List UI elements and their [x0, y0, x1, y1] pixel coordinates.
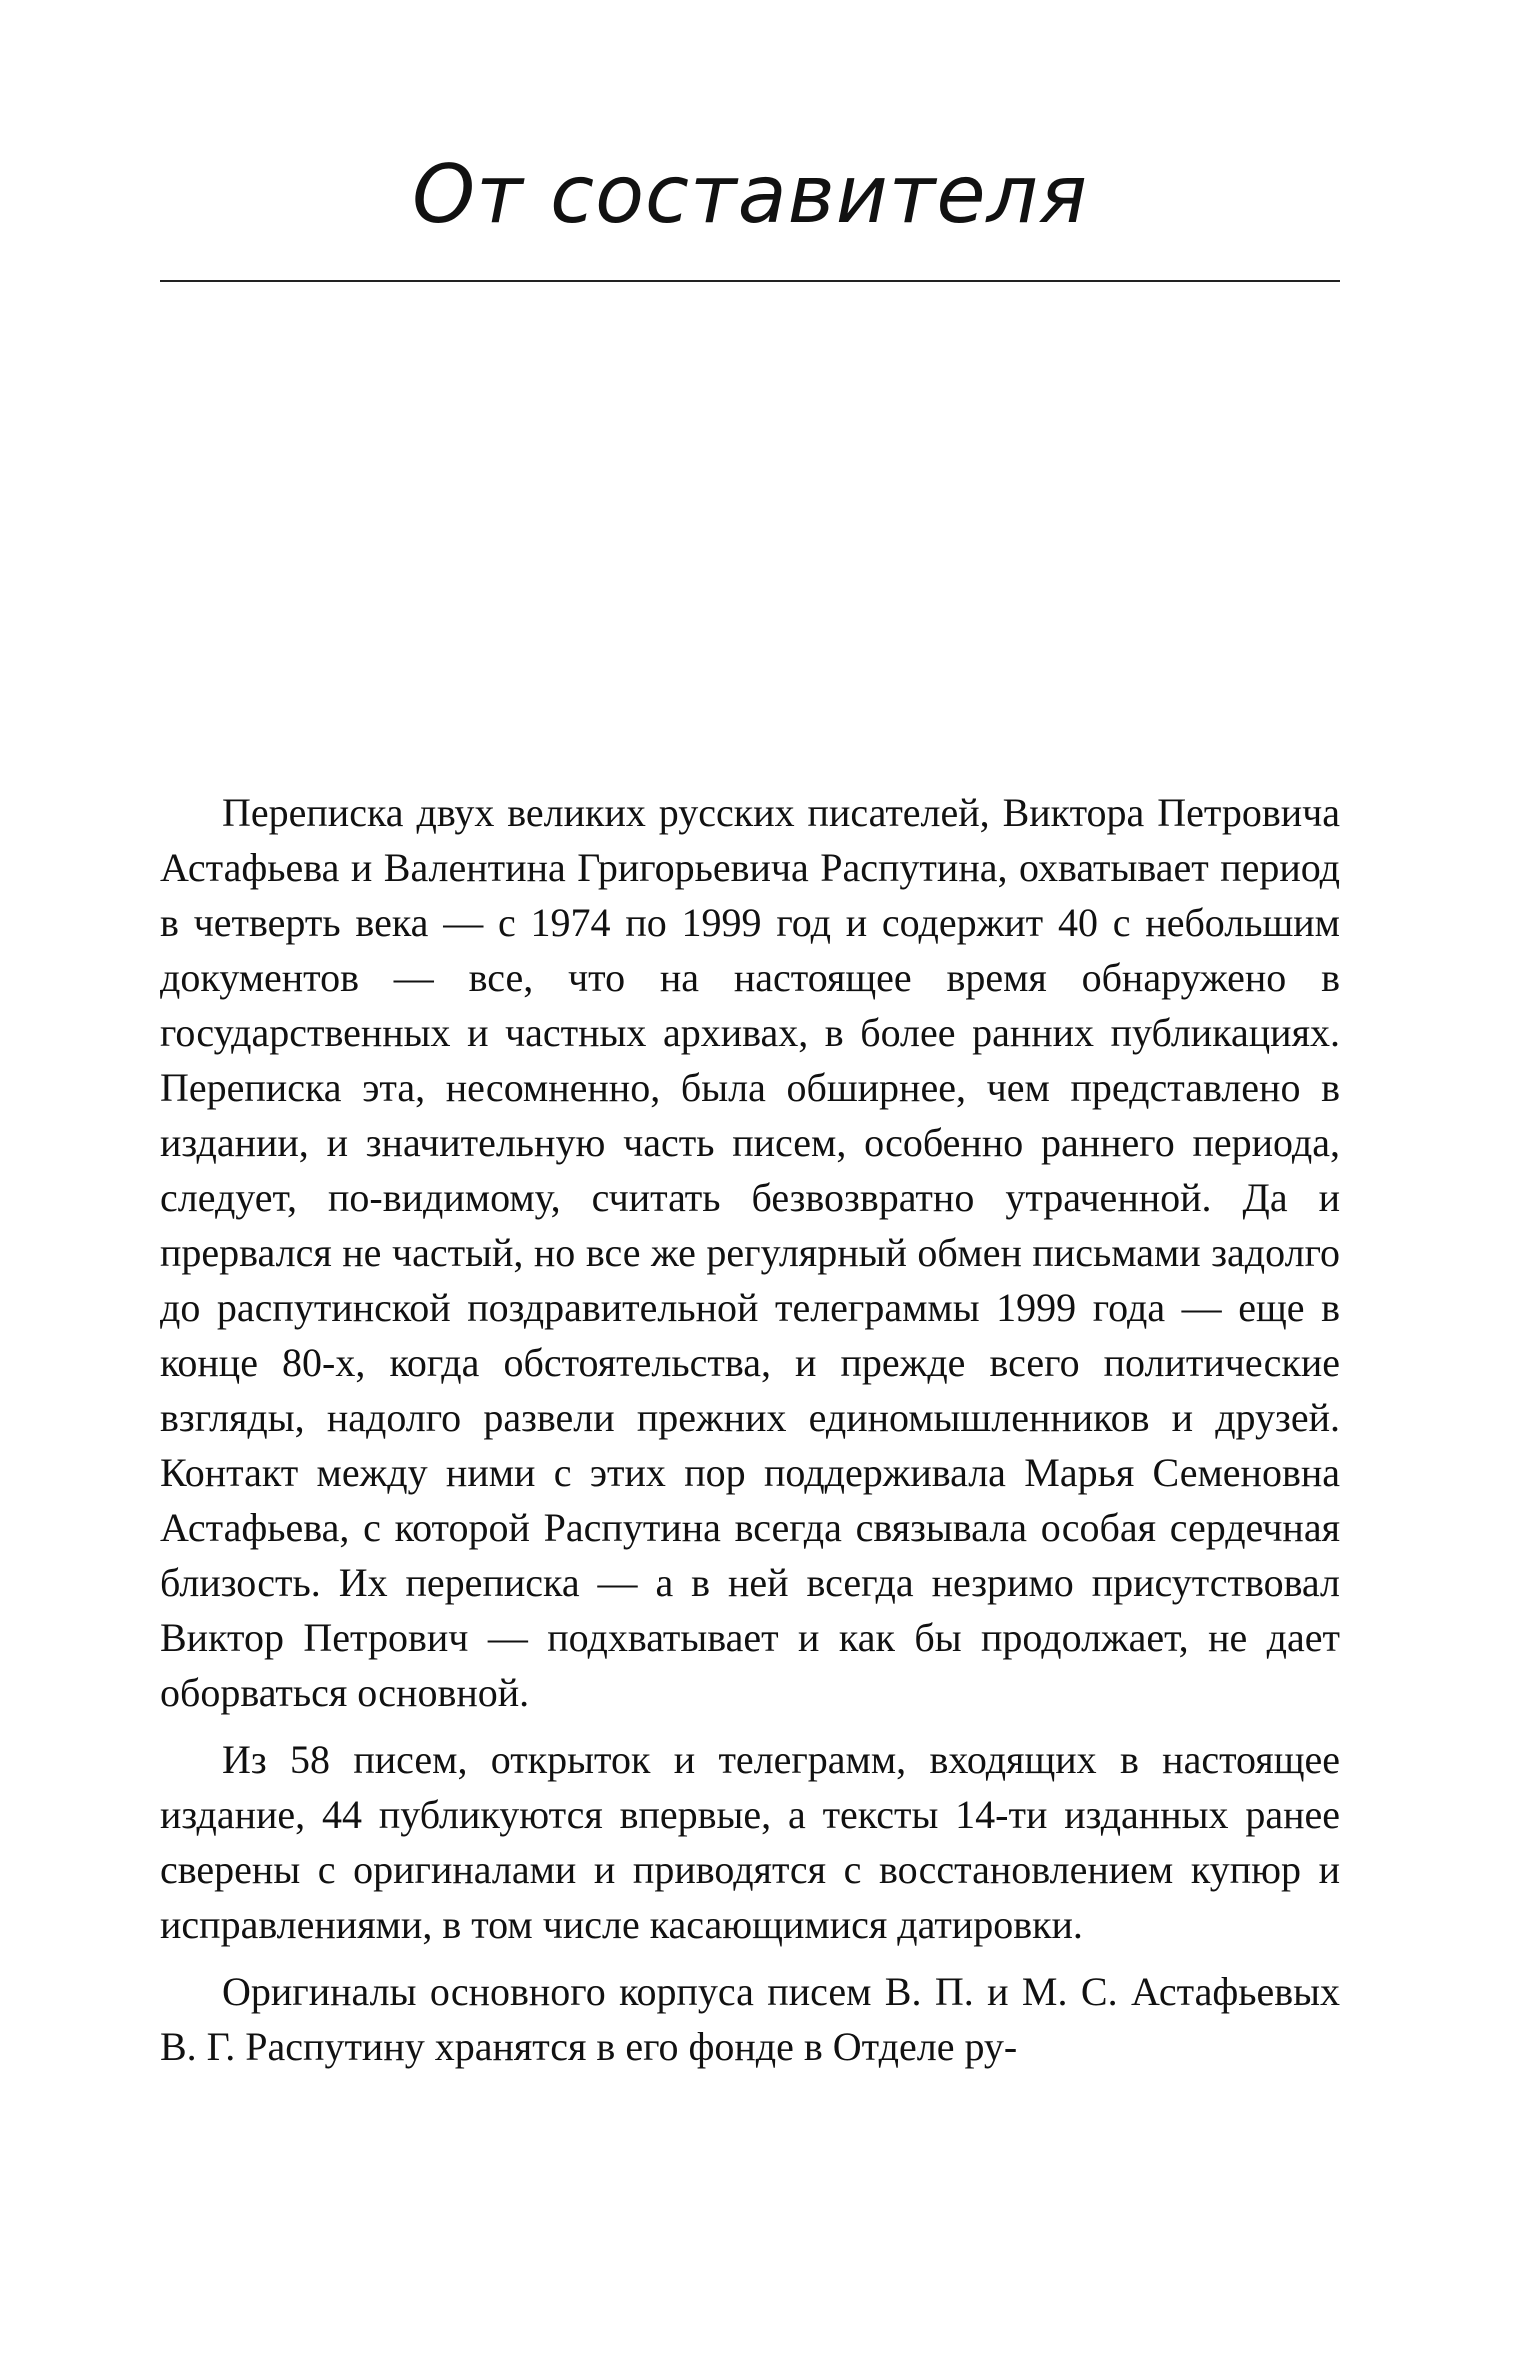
paragraph: Оригиналы основного корпуса писем В. П. и М. С. Астафьевых В. Г. Распутину хранятся в его фонде в Отделе ру-: [160, 1969, 1340, 2069]
body-text: [160, 785, 1340, 2086]
paragraph: Переписка двух великих русских писателей, Виктора Петровича Астафьева и Валентина Григорьевича Распутина, охватывает период в четверть века — с 1974 по 1999 год и содержит 40 с небольшим документов — все, что на настоящее время обнаружено в государственных и частных архивах, в более ранних публикациях. Переписка эта, несомненно, была обширнее, чем представлено в издании, и значительную часть писем, особенно раннего периода, следует, по-видимому, считать безвозвратно утраченной. Да и прервался не частый, но все же регулярный обмен письмами задолго до распутинской поздравительной телеграммы 1999 года — еще в конце 80-х, когда обстоятельства, и прежде всего политические взгляды, надолго развели прежних единомышленников и друзей. Контакт между ними с этих пор поддерживала Марья Семеновна Астафьева, с которой Распутина всегда связывала особая сердечная близость. Их переписка — а в ней всегда незримо присутствовал Виктор Петрович — подхватывает и как бы продолжает, не дает оборваться основной.: [160, 790, 1340, 1715]
title-divider: [160, 280, 1340, 282]
chapter-title: От составителя: [412, 148, 1088, 241]
paragraph: Из 58 писем, открыток и телеграмм, входящих в настоящее издание, 44 публикуются впервые, а тексты 14-ти изданных ранее сверены с оригиналами и приводятся с восстановлением купюр и исправлениями, в том числе касающимися датировки.: [160, 1737, 1340, 1947]
